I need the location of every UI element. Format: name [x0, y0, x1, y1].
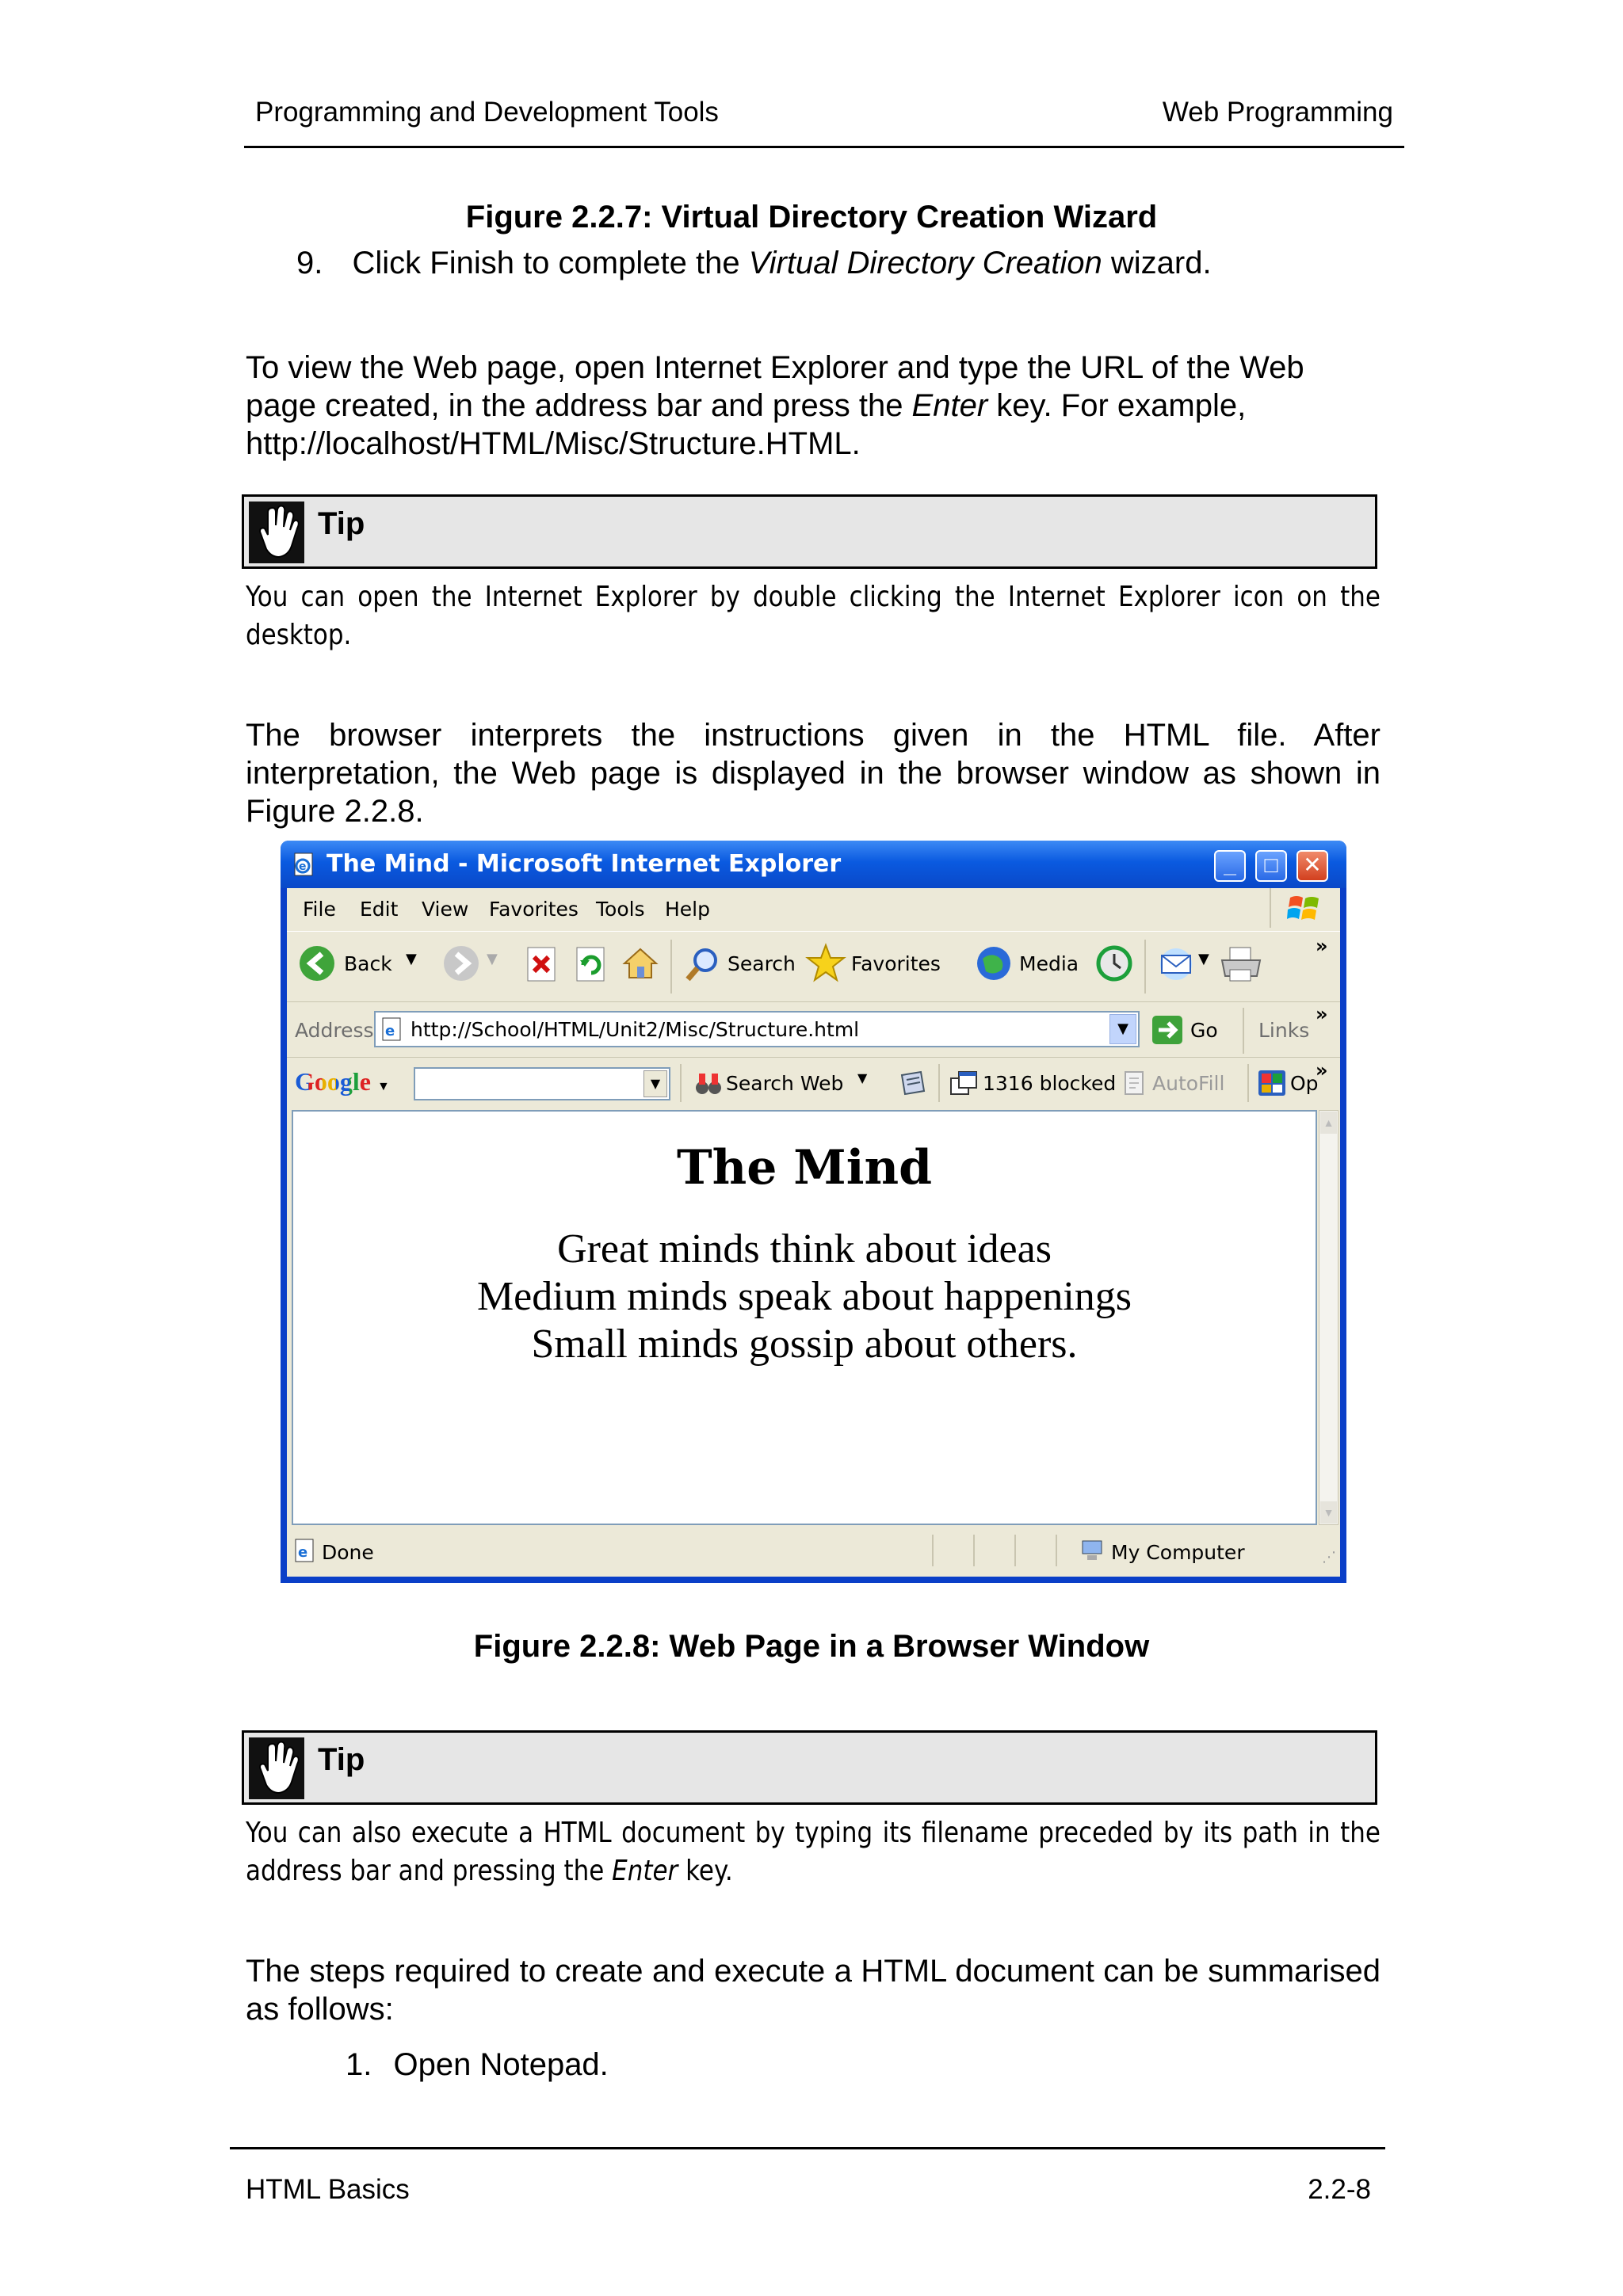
maximize-button[interactable]: □ — [1255, 850, 1287, 882]
menu-view[interactable]: View — [422, 898, 469, 921]
address-label: Address — [295, 1019, 374, 1042]
google-search-dropdown[interactable]: ▼ — [643, 1070, 667, 1097]
menu-file[interactable]: File — [303, 898, 336, 921]
hand-icon — [249, 1737, 304, 1799]
toolbar-overflow-icon[interactable]: » — [1316, 935, 1328, 957]
media-label: Media — [1019, 952, 1079, 975]
stop-icon[interactable] — [525, 946, 559, 982]
paragraph-view-page — [246, 349, 1381, 463]
ie-page-icon — [292, 1538, 317, 1563]
go-label[interactable]: Go — [1190, 1019, 1218, 1042]
tip2-italic: Enter — [612, 1855, 678, 1887]
footer-rule — [230, 2147, 1385, 2149]
list-item-text: Open Notepad. — [393, 2047, 609, 2082]
google-overflow-icon[interactable]: » — [1316, 1059, 1328, 1081]
google-toolbar — [287, 1059, 1340, 1107]
search-web-button[interactable]: Search Web — [726, 1072, 844, 1095]
search-label: Search — [727, 952, 796, 975]
menu-tools[interactable]: Tools — [596, 898, 645, 921]
autofill-icon[interactable] — [1122, 1070, 1148, 1097]
step-text-before: Click Finish to complete the — [352, 246, 749, 280]
svg-text:e: e — [298, 1544, 308, 1561]
news-icon[interactable] — [897, 1069, 927, 1097]
figure-227-caption: Figure 2.2.7: Virtual Directory Creation Wizard — [465, 200, 1158, 235]
vertical-scrollbar[interactable] — [1319, 1110, 1338, 1525]
google-logo-text: Google — [295, 1067, 371, 1096]
figure-228-caption: Figure 2.2.8: Web Page in a Browser Window — [473, 1629, 1150, 1664]
back-arrow-icon — [298, 944, 336, 982]
media-icon[interactable] — [975, 944, 1013, 982]
status-separator — [1014, 1535, 1016, 1566]
tip-text-2 — [246, 1814, 1381, 1890]
tip-box-2 — [242, 1730, 1377, 1805]
mail-dropdown-icon[interactable]: ▼ — [1198, 951, 1209, 967]
computer-icon — [1079, 1538, 1105, 1563]
standard-toolbar — [287, 931, 1340, 1002]
menu-help[interactable]: Help — [665, 898, 710, 921]
search-icon[interactable] — [683, 944, 721, 982]
tip-text-1 — [246, 578, 1381, 654]
google-search-input[interactable] — [414, 1067, 670, 1100]
para1-italic: Enter — [911, 388, 988, 423]
favorites-label: Favorites — [851, 952, 941, 975]
ie-page-icon — [292, 852, 317, 877]
ie-page-icon — [379, 1016, 404, 1042]
back-button[interactable] — [298, 944, 336, 982]
step-number: 9. — [296, 246, 323, 280]
window-title: The Mind - Microsoft Internet Explorer — [327, 850, 842, 878]
popup-blocker-icon[interactable] — [949, 1070, 980, 1097]
toolbar-separator-2 — [1144, 940, 1146, 994]
title-bar — [281, 841, 1346, 888]
google-logo[interactable]: Google ▼ — [295, 1067, 390, 1096]
address-separator — [1243, 1008, 1244, 1054]
page-heading: The Mind — [676, 1140, 933, 1196]
google-separator-2 — [938, 1064, 940, 1102]
tip-text-1-content: You can open the Internet Explorer by double clicking the Internet Explorer icon on the desktop. — [246, 581, 1381, 651]
history-icon[interactable] — [1095, 944, 1133, 982]
status-separator — [1056, 1535, 1057, 1566]
address-toolbar — [287, 1003, 1340, 1058]
running-header-left: Programming and Development Tools — [255, 97, 719, 128]
forward-dropdown-icon[interactable]: ▼ — [487, 951, 498, 967]
browser-window — [281, 841, 1346, 1583]
footer-left: HTML Basics — [246, 2174, 410, 2205]
favorites-star-icon[interactable] — [805, 943, 846, 984]
status-text: Done — [322, 1541, 374, 1564]
back-dropdown-icon[interactable]: ▼ — [406, 951, 417, 967]
home-icon[interactable] — [621, 944, 659, 982]
go-arrow-icon[interactable] — [1151, 1014, 1184, 1046]
close-button[interactable]: ✕ — [1296, 850, 1328, 882]
blocked-count[interactable]: 1316 blocked — [983, 1072, 1117, 1095]
forward-button[interactable] — [442, 944, 480, 982]
menu-separator — [1270, 888, 1271, 928]
tip-text-2-content — [246, 1814, 1381, 1890]
options-icon[interactable] — [1257, 1069, 1287, 1097]
toolbar-separator — [670, 940, 672, 994]
para1-before: To view the Web page, open Internet Explorer and type the URL of the Web page created, in the address bar and press the — [246, 350, 1304, 423]
binoculars-icon — [694, 1070, 723, 1097]
paragraph-steps-summary: The steps required to create and execute a HTML document can be summarised as follows: — [246, 1954, 1381, 2027]
resize-grip-icon[interactable]: ⋰ — [1322, 1549, 1336, 1566]
menu-edit[interactable]: Edit — [360, 898, 399, 921]
windows-logo-icon — [1287, 893, 1322, 925]
para1-after: key. For example, http://localhost/HTML/Misc/Structure.HTML. — [246, 388, 1247, 461]
page-line-1: Great minds think about ideas — [557, 1226, 1052, 1272]
mail-icon[interactable] — [1155, 946, 1197, 982]
menu-favorites[interactable]: Favorites — [489, 898, 579, 921]
refresh-icon[interactable] — [574, 946, 609, 982]
list-item — [346, 2047, 609, 2083]
address-value: http://School/HTML/Unit2/Misc/Structure.html — [411, 1018, 860, 1041]
step-text-italic: Virtual Directory Creation — [748, 246, 1102, 280]
zone-text: My Computer — [1111, 1541, 1245, 1564]
scroll-down-button[interactable]: ▼ — [1320, 1501, 1337, 1524]
search-web-dropdown-icon[interactable]: ▼ — [857, 1070, 868, 1085]
tip-box-1 — [242, 494, 1377, 569]
page-line-3: Small minds gossip about others. — [531, 1322, 1078, 1367]
tip2-after: key. — [678, 1855, 733, 1887]
tip-label: Tip — [318, 1742, 365, 1777]
links-label[interactable]: Links — [1258, 1019, 1310, 1042]
tip2-before: You can also execute a HTML document by typing its filename preceded by its path in the address bar and pressing the — [246, 1817, 1381, 1887]
page-viewport — [292, 1110, 1317, 1525]
page-line-2: Medium minds speak about happenings — [476, 1274, 1132, 1319]
header-rule — [244, 146, 1404, 148]
browser-chrome — [287, 888, 1340, 1577]
step-text-after: wizard. — [1102, 246, 1212, 280]
google-separator-3 — [1247, 1064, 1249, 1102]
address-dropdown-button[interactable]: ▼ — [1109, 1014, 1136, 1044]
back-label: Back — [344, 952, 392, 975]
address-input[interactable] — [374, 1011, 1140, 1047]
menu-bar — [287, 888, 1340, 928]
running-header-right: Web Programming — [1162, 97, 1393, 128]
links-overflow-icon[interactable]: » — [1316, 1003, 1328, 1025]
autofill-label[interactable]: AutoFill — [1152, 1072, 1225, 1095]
status-separator — [932, 1535, 934, 1566]
tip-label: Tip — [318, 506, 365, 541]
list-item-number: 1. — [346, 2047, 372, 2082]
print-icon[interactable] — [1219, 944, 1263, 984]
paragraph-browser-interprets: The browser interprets the instructions given in the HTML file. After interpretation, the Web page is displayed in the browser window as shown in Figure 2.2.8. — [246, 718, 1381, 829]
google-separator — [680, 1064, 682, 1102]
status-bar — [287, 1530, 1340, 1571]
options-label[interactable]: Op — [1290, 1072, 1319, 1095]
minimize-button[interactable]: _ — [1214, 850, 1246, 882]
scroll-up-button[interactable]: ▲ — [1320, 1112, 1337, 1134]
svg-text:e: e — [385, 1023, 395, 1039]
status-separator — [973, 1535, 975, 1566]
page-number: 2.2-8 — [1308, 2174, 1371, 2205]
svg-text:e: e — [299, 860, 307, 873]
hand-icon — [249, 502, 304, 563]
step-9 — [296, 246, 1212, 281]
